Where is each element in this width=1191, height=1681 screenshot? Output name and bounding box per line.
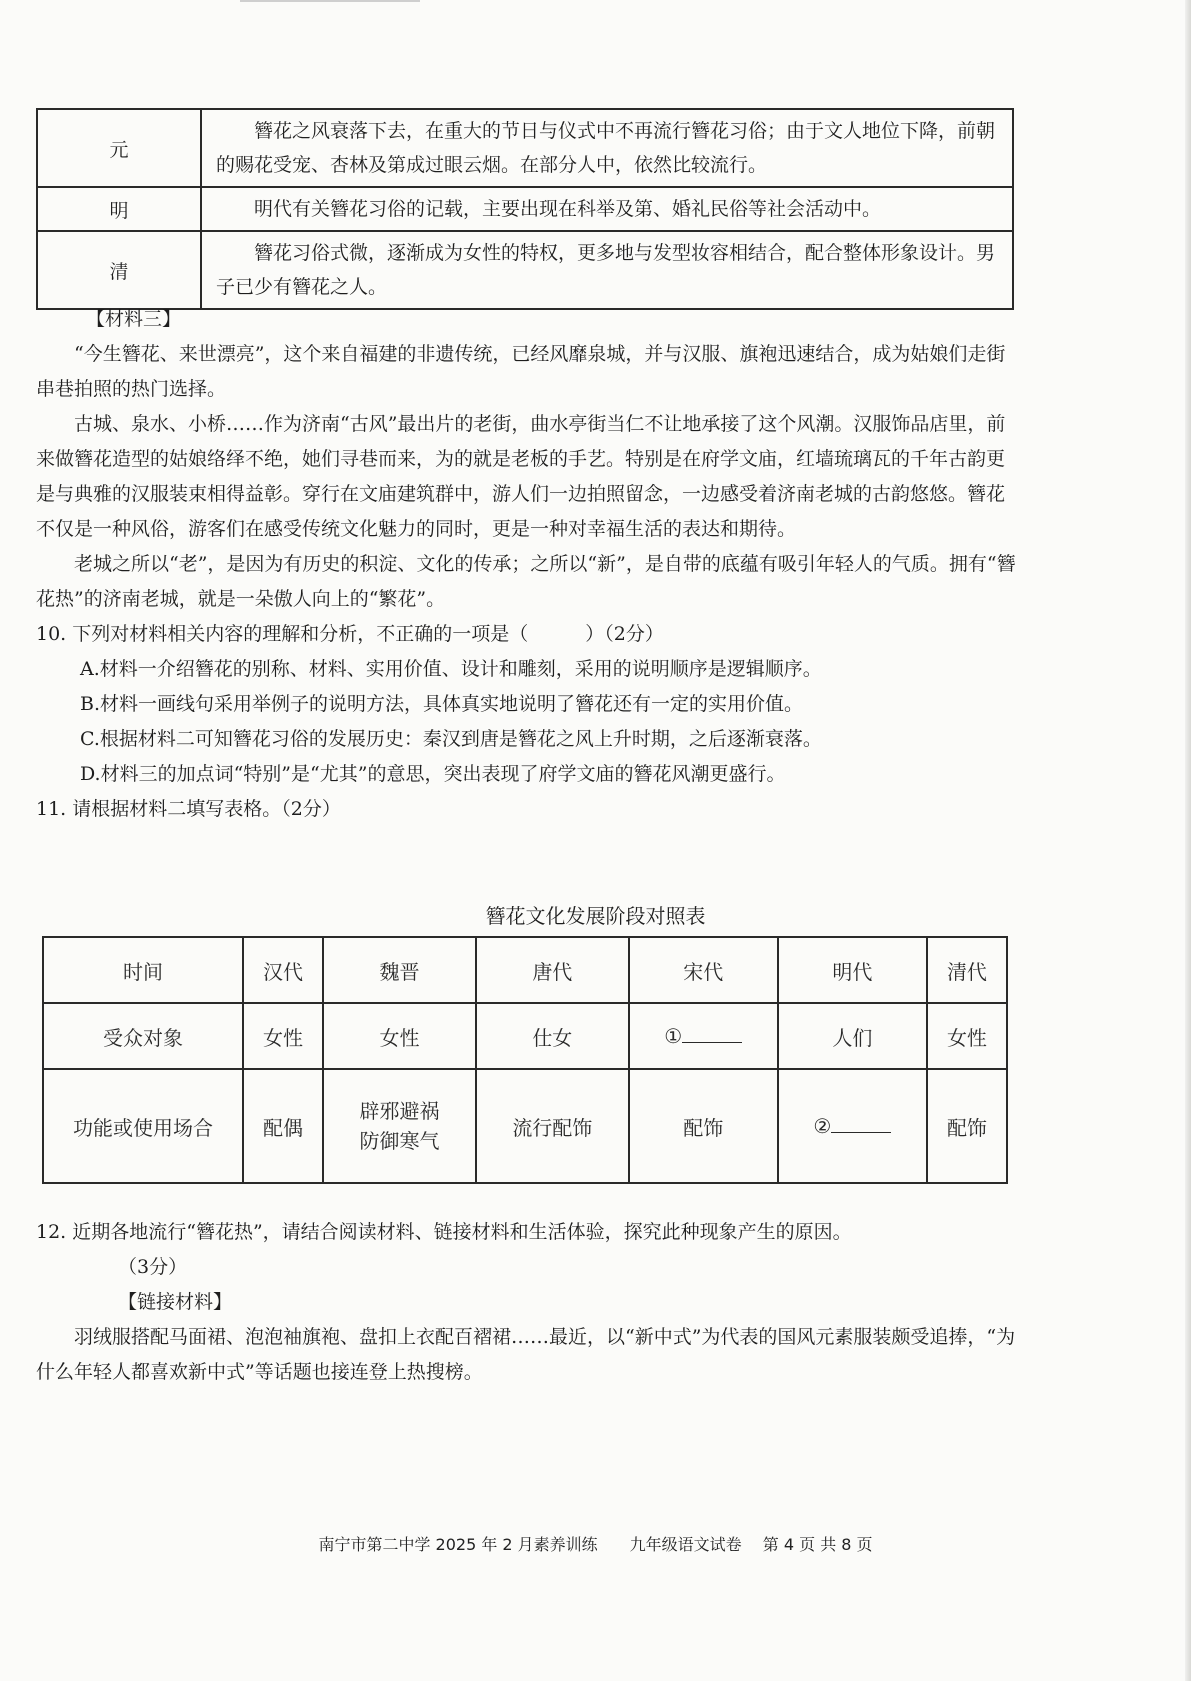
table-caption: 簪花文化发展阶段对照表: [485, 904, 706, 928]
table-row: [43, 1069, 1007, 1183]
fill-in-table: [42, 936, 1008, 1184]
row-header: 时间: [43, 937, 243, 1003]
question-12-score: （3分）: [118, 1256, 188, 1278]
answer-blank-1[interactable]: [629, 1003, 778, 1069]
paragraph: 古城、泉水、小桥……作为济南“古风”最出片的老街，曲水亭街当仁不让地承接了这个风潮。汉服饰品店里，前来做簪花造型的姑娘络绎不绝，她们寻巷而来，为的就是老板的手艺。特别是在府学文庙，红墙琉璃瓦的千年古韵更是与典雅的汉服装束相得益彰。穿行在文庙建筑群中，游人们一边拍照留念，一边感受着济南老城的古韵悠悠。簪花不仅是一种风俗，游客们在感受传统文化魅力的同时，更是一种对幸福生活的表达和期待。: [36, 413, 1006, 540]
blank-marker: ①: [664, 1024, 683, 1048]
question-12-stem: 12. 近期各地流行“簪花热”，请结合阅读材料、链接材料和生活体验，探究此种现象产生的原因。: [36, 1221, 852, 1243]
era-cell: 元: [37, 109, 201, 187]
table-row: [37, 187, 1013, 231]
table-cell: 清代: [927, 937, 1007, 1003]
question-11-stem: 11. 请根据材料二填写表格。（2分）: [36, 798, 341, 820]
table-cell: 女性: [323, 1003, 476, 1069]
era-cell: 清: [37, 231, 201, 309]
table-row: [37, 231, 1013, 309]
option-d: D.材料三的加点词“特别”是“尤其”的意思，突出表现了府学文庙的簪花风潮更盛行。: [80, 763, 786, 785]
answer-blank-2[interactable]: [778, 1069, 927, 1183]
era-description: 明代有关簪花习俗的记载，主要出现在科举及第、婚礼民俗等社会活动中。: [201, 187, 1013, 231]
table-cell: 辟邪避祸 防御寒气: [323, 1069, 476, 1183]
table-row: [43, 1003, 1007, 1069]
table-cell: 人们: [778, 1003, 927, 1069]
era-cell: 明: [37, 187, 201, 231]
table-cell: 女性: [243, 1003, 323, 1069]
paragraph: 老城之所以“老”，是因为有历史的积淀、文化的传承；之所以“新”，是自带的底蕴有吸引年轻人的气质。拥有“簪花热”的济南老城，就是一朵傲人向上的“繁花”。: [36, 553, 1016, 610]
table-row: [43, 937, 1007, 1003]
dynasty-table: [36, 108, 1014, 310]
era-description: 簪花习俗式微，逐渐成为女性的特权，更多地与发型妆容相结合，配合整体形象设计。男子已少有簪花之人。: [201, 231, 1013, 309]
table-cell: 魏晋: [323, 937, 476, 1003]
material-three-title: 【材料三】: [86, 308, 182, 330]
scan-edge: [1185, 0, 1191, 1681]
question-12: [36, 1215, 1018, 1390]
table-cell: 配饰: [629, 1069, 778, 1183]
table-cell: 明代: [778, 937, 927, 1003]
table-cell: 汉代: [243, 937, 323, 1003]
material-three: [36, 302, 1018, 827]
table-cell: 女性: [927, 1003, 1007, 1069]
paragraph: “今生簪花、来世漂亮”，这个来自福建的非遗传统，已经风靡泉城，并与汉服、旗袍迅速结合，成为姑娘们走街串巷拍照的热门选择。: [36, 343, 1006, 400]
table-cell: 流行配饰: [476, 1069, 629, 1183]
era-description: 簪花之风衰落下去，在重大的节日与仪式中不再流行簪花习俗；由于文人地位下降，前朝的赐花受宠、杏林及第成过眼云烟。在部分人中，依然比较流行。: [201, 109, 1013, 187]
table-cell: 配饰: [927, 1069, 1007, 1183]
option-b: B.材料一画线句采用举例子的说明方法，具体真实地说明了簪花还有一定的实用价值。: [80, 693, 804, 715]
link-material-title: 【链接材料】: [118, 1291, 233, 1313]
table-cell: 宋代: [629, 937, 778, 1003]
blank-line: [682, 1026, 742, 1043]
option-c: C.根据材料二可知簪花习俗的发展历史：秦汉到唐是簪花之风上升时期，之后逐渐衰落。: [80, 728, 822, 750]
row-header: 功能或使用场合: [43, 1069, 243, 1183]
scan-artifact: [240, 0, 420, 2]
question-10-stem: 10. 下列对材料相关内容的理解和分析，不正确的一项是（ ）（2分）: [36, 623, 664, 645]
table-row: [37, 109, 1013, 187]
row-header: 受众对象: [43, 1003, 243, 1069]
blank-marker: ②: [813, 1114, 832, 1138]
table-cell: 配偶: [243, 1069, 323, 1183]
table-cell: 仕女: [476, 1003, 629, 1069]
option-a: A.材料一介绍簪花的别称、材料、实用价值、设计和雕刻，采用的说明顺序是逻辑顺序。: [80, 658, 822, 680]
table-cell: 唐代: [476, 937, 629, 1003]
page-footer: 南宁市第二中学 2025 年 2 月素养训练 九年级语文试卷 第 4 页 共 8 页: [318, 1535, 873, 1554]
link-material-text: 羽绒服搭配马面裙、泡泡袖旗袍、盘扣上衣配百褶裙……最近，以“新中式”为代表的国风元素服装颇受追捧，“为什么年轻人都喜欢新中式”等话题也接连登上热搜榜。: [36, 1326, 1016, 1383]
blank-line: [831, 1116, 891, 1133]
